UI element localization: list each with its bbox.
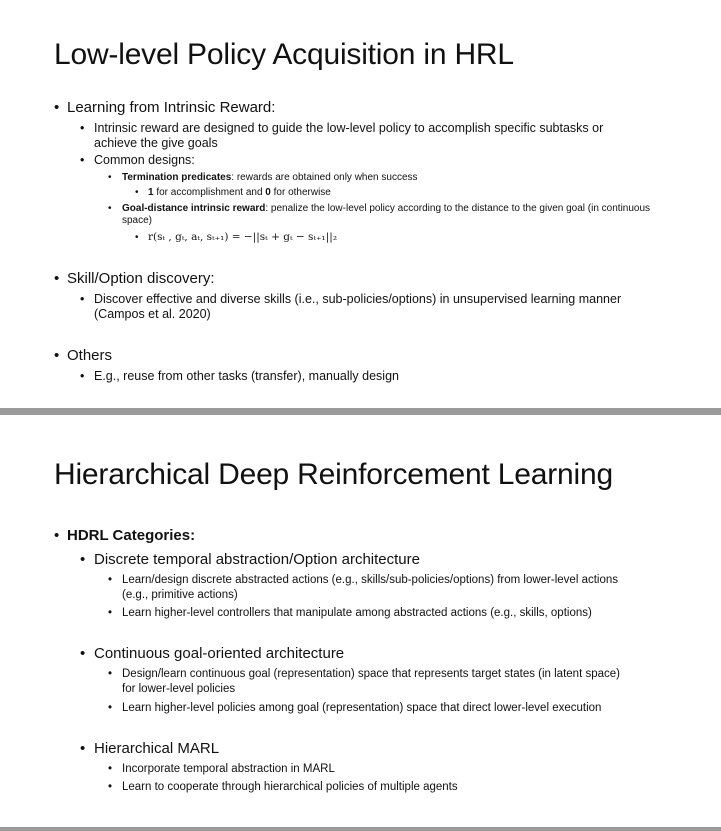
list-item-cont: achieve the give goals — [94, 136, 218, 150]
bullet-dot: • — [80, 292, 85, 306]
term-text: : rewards are obtained only when success — [231, 172, 418, 183]
section-heading-intrinsic: Learning from Intrinsic Reward: — [67, 99, 276, 116]
bullet-dot: • — [108, 203, 112, 214]
section-heading-others: Others — [67, 347, 113, 364]
list-item-cont: for lower-level policies — [122, 683, 236, 695]
list-item-cont: space) — [122, 215, 153, 226]
bullet-dot: • — [80, 740, 86, 757]
list-item: Learn to cooperate through hierarchical policies of multiple agents — [122, 781, 458, 793]
text: for otherwise — [270, 187, 331, 198]
value-one: 1 — [148, 187, 154, 198]
goal-label: Goal-distance intrinsic reward — [122, 203, 266, 214]
list-item: Learn higher-level policies among goal (representation) space that direct lower-level execution — [122, 702, 602, 714]
section-heading-skill: Skill/Option discovery: — [67, 270, 215, 287]
reward-formula: r(sₜ , gₜ, aₜ, sₜ₊₁) = −||sₜ + gₜ − sₜ₊₁||₂ — [148, 231, 338, 243]
slide-low-level-policy — [0, 0, 721, 408]
bullet-dot: • — [108, 763, 113, 775]
slide-hdrl — [0, 415, 721, 827]
category-label: Continuous goal-oriented architecture — [94, 645, 345, 662]
bullet-dot: • — [108, 607, 113, 619]
category-label: Discrete temporal abstraction/Option architecture — [94, 551, 420, 568]
list-item: Discover effective and diverse skills (i.e., sub-policies/options) in unsupervised learning manner — [94, 292, 622, 306]
slide-title: Low-level Policy Acquisition in HRL — [54, 38, 514, 71]
list-item — [122, 203, 650, 214]
goal-text: : penalize the low-level policy according to the distance to the given goal (in continuous — [265, 203, 651, 214]
bullet-dot: • — [54, 99, 60, 116]
list-item — [148, 187, 331, 198]
bullet-dot: • — [80, 645, 86, 662]
slide-title: Hierarchical Deep Reinforcement Learning — [54, 458, 613, 491]
list-item: Incorporate temporal abstraction in MARL — [122, 763, 335, 775]
bullet-dot: • — [80, 369, 85, 383]
category-label: Hierarchical MARL — [94, 740, 220, 757]
bullet-dot: • — [80, 121, 85, 135]
term-label: Termination predicates — [122, 172, 232, 183]
list-item: Design/learn continuous goal (representation) space that represents target states (in latent space) — [122, 668, 620, 680]
section-heading-categories: HDRL Categories: — [67, 527, 196, 544]
bullet-dot: • — [54, 270, 60, 287]
bullet-dot: • — [108, 574, 113, 586]
bullet-dot: • — [80, 153, 85, 167]
bullet-dot: • — [135, 232, 139, 243]
bullet-dot: • — [80, 551, 86, 568]
list-item-cont: (e.g., primitive actions) — [122, 589, 238, 601]
bullet-dot: • — [54, 347, 60, 364]
bullet-dot: • — [135, 187, 139, 198]
bullet-dot: • — [108, 781, 113, 793]
list-item: Learn/design discrete abstracted actions (e.g., skills/sub-policies/options) from lower-level actions — [122, 574, 619, 586]
bullet-dot: • — [54, 527, 60, 544]
text: for accomplishment and — [153, 187, 266, 198]
slide-divider — [0, 827, 721, 831]
slide-divider — [0, 408, 721, 415]
bullet-dot: • — [108, 702, 113, 714]
list-item-cont: (Campos et al. 2020) — [94, 307, 211, 321]
bullet-dot: • — [108, 172, 112, 183]
list-item: Common designs: — [94, 153, 195, 167]
bullet-dot: • — [108, 668, 113, 680]
list-item: E.g., reuse from other tasks (transfer), manually design — [94, 369, 399, 383]
list-item: Intrinsic reward are designed to guide the low-level policy to accomplish specific subtasks or — [94, 121, 604, 135]
list-item — [122, 172, 418, 183]
value-zero: 0 — [265, 187, 271, 198]
list-item: Learn higher-level controllers that manipulate among abstracted actions (e.g., skills, options) — [122, 607, 592, 619]
